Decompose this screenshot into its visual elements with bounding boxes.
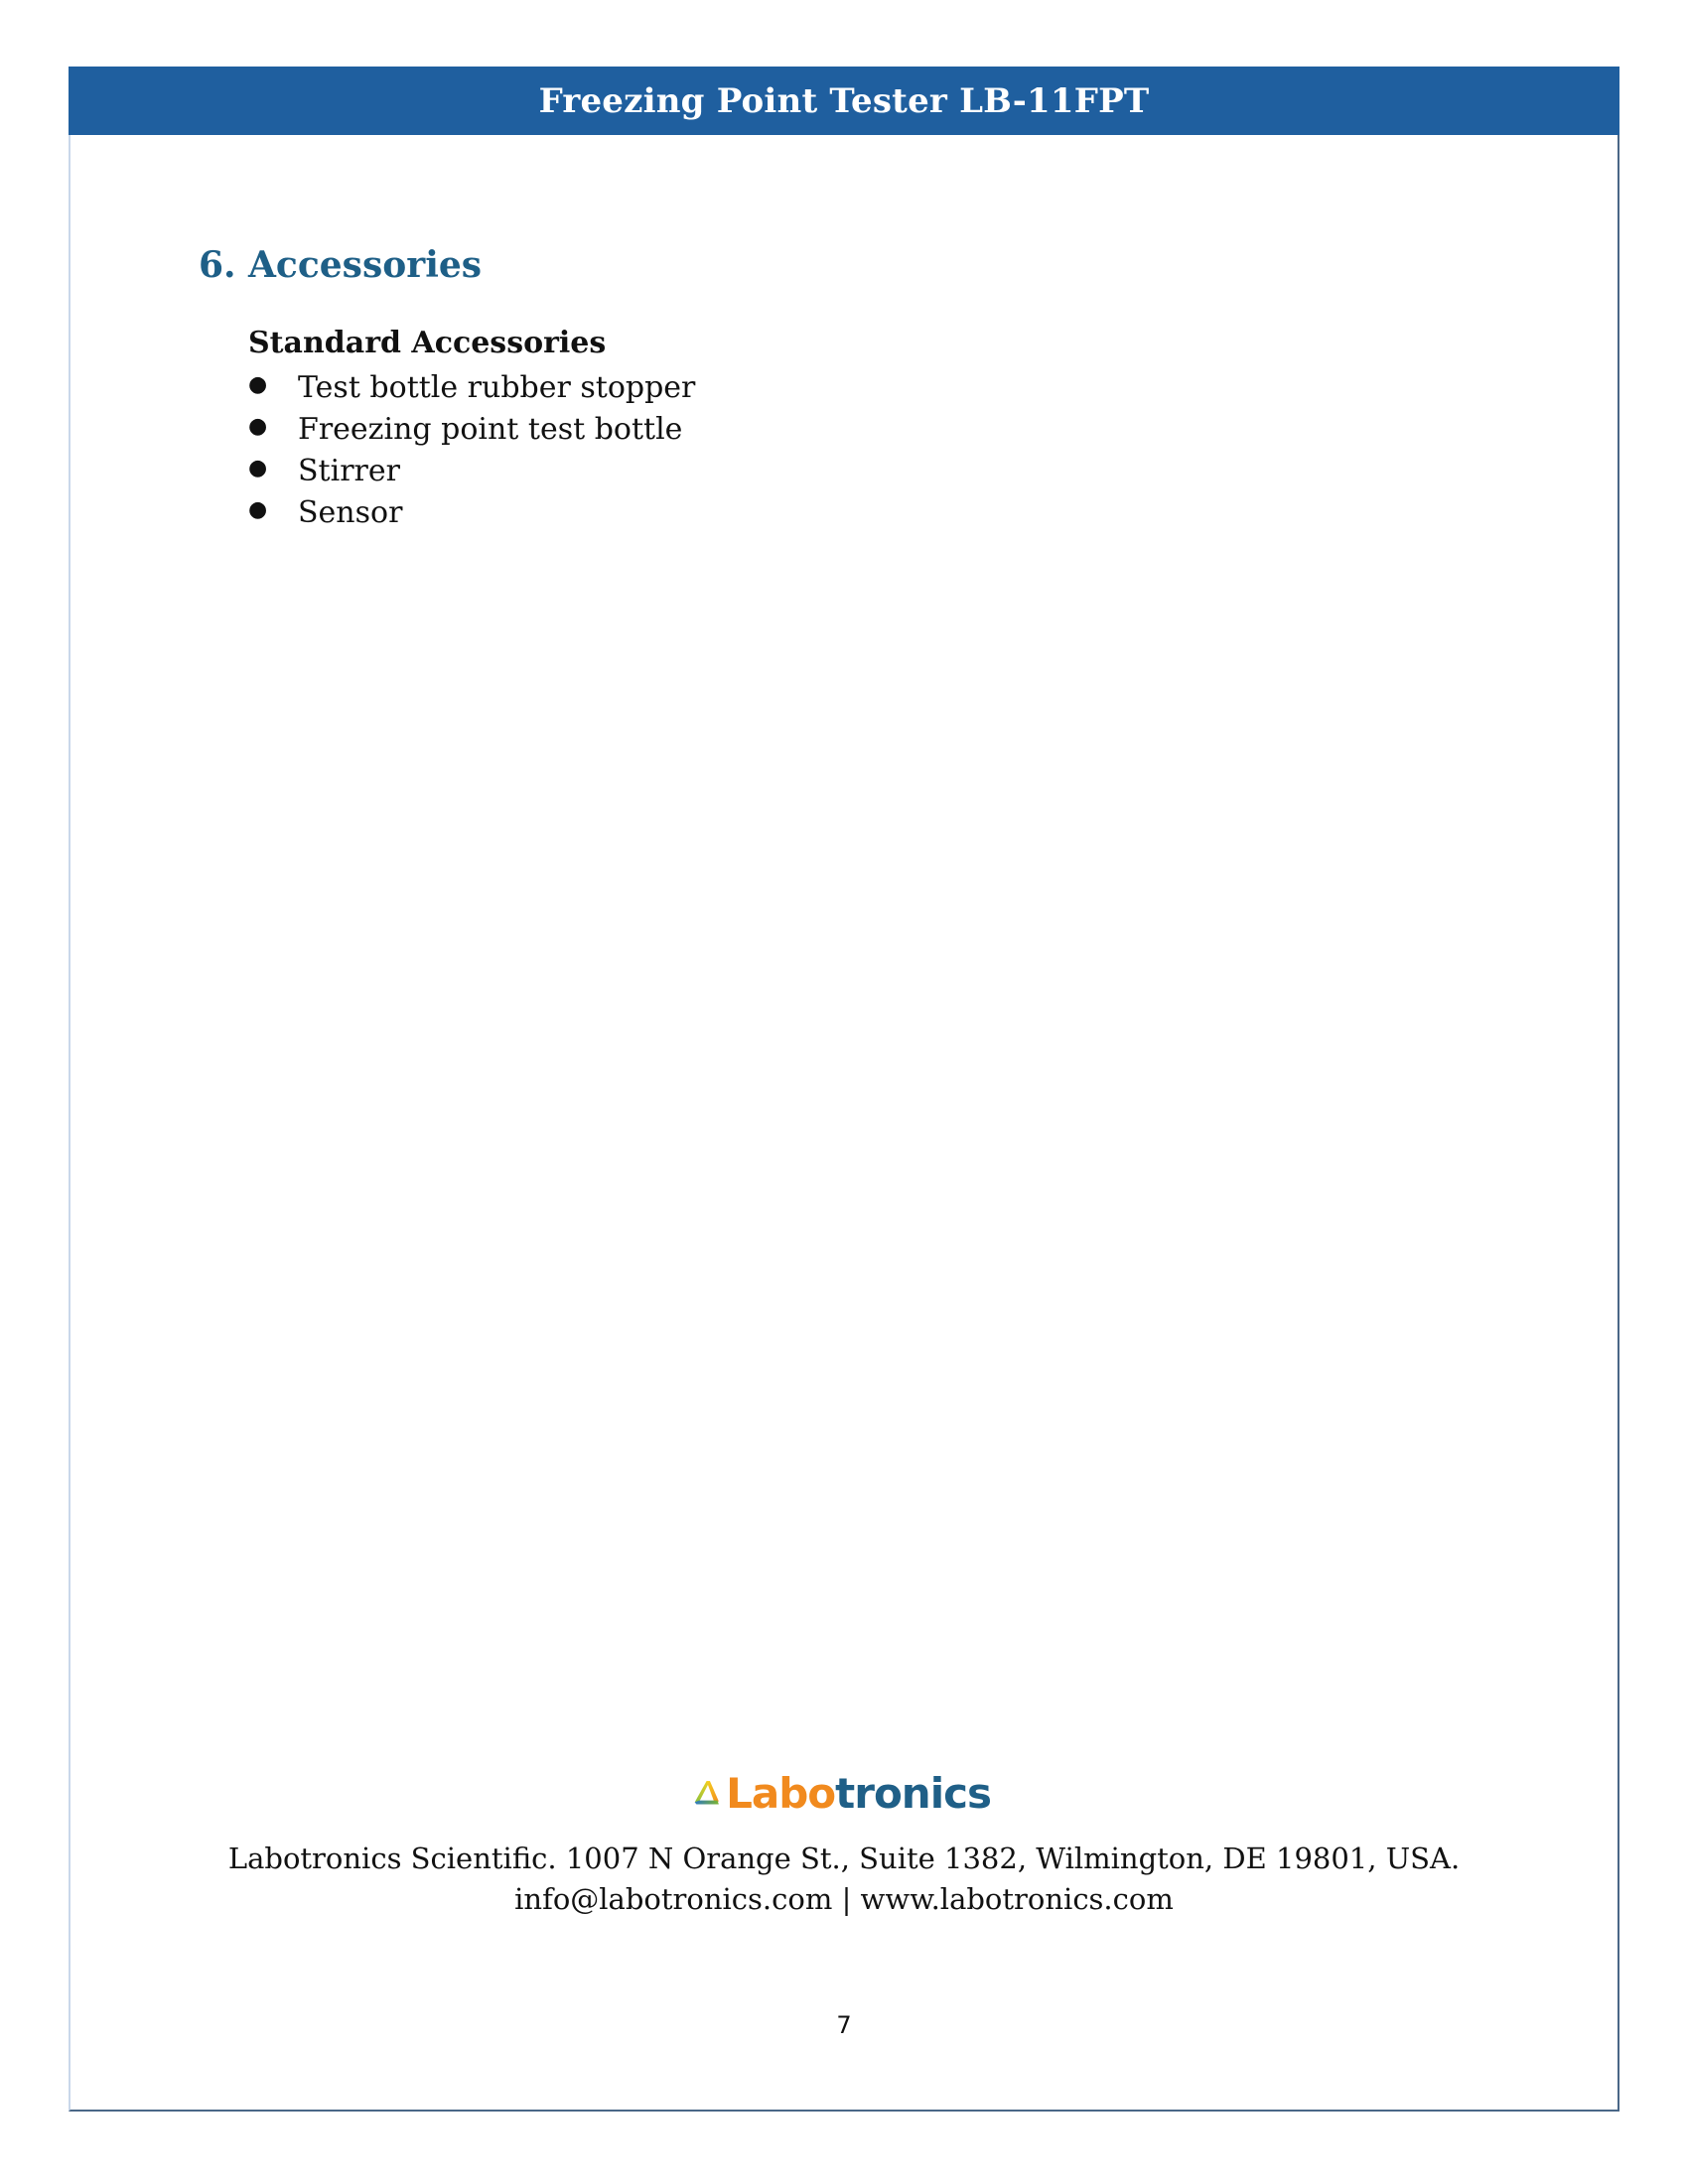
company-address: Labotronics Scientific. 1007 N Orange St., Suite 1382, Wilmington, DE 19801, USA. (227, 1842, 1461, 1875)
list-item (248, 408, 695, 450)
labotronics-logo (693, 1761, 991, 1825)
accessory-label: Sensor (298, 494, 403, 530)
list-item (248, 366, 695, 408)
bullet-icon: ● (248, 497, 268, 522)
accessories-list (248, 366, 695, 533)
labotronics-triangle-logo-icon (693, 1762, 720, 1824)
standard-accessories-heading: Standard Accessories (248, 326, 607, 360)
accessory-label: Test bottle rubber stopper (298, 369, 696, 405)
section-heading (199, 244, 482, 286)
logo-wordmark (726, 1769, 991, 1818)
bullet-icon: ● (248, 372, 268, 397)
accessory-label: Stirrer (298, 453, 400, 488)
document-title: Freezing Point Tester LB-11FPT (538, 80, 1150, 121)
page-number: 7 (836, 2011, 852, 2039)
list-item (248, 450, 695, 491)
accessory-label: Freezing point test bottle (298, 411, 683, 447)
list-item (248, 491, 695, 533)
logo-text-labo: Labo (726, 1768, 836, 1818)
bullet-icon: ● (248, 414, 268, 439)
document-header (69, 67, 1619, 135)
company-contact-links: info@labotronics.com | www.labotronics.com (514, 1882, 1174, 1916)
logo-text-tronics: tronics (835, 1768, 991, 1818)
section-number: 6. (199, 244, 236, 286)
bullet-icon: ● (248, 456, 268, 480)
section-title: Accessories (248, 244, 483, 286)
